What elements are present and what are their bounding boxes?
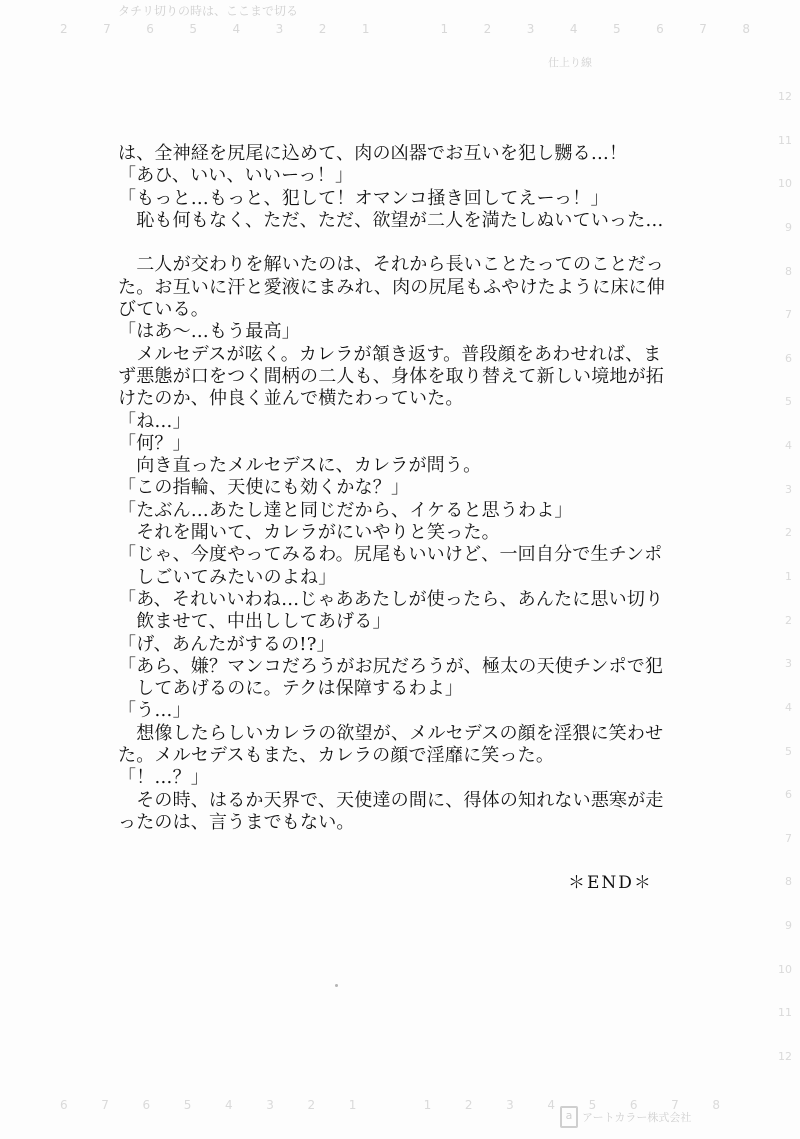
- text-line: ず悪態が口をつく間柄の二人も、身体を取り替えて新しい境地が拓: [118, 365, 664, 387]
- text-line: 「はあ～…もう最高」: [118, 321, 300, 343]
- text-line: 「う…」: [118, 700, 191, 722]
- ruler-number: 5: [612, 22, 621, 36]
- end-mark: ＊END＊: [568, 873, 653, 893]
- text-line: 飲ませて、中出ししてあげる」: [118, 611, 391, 633]
- text-line: 二人が交わりを解いたのは、それから長いことたってのことだっ: [118, 254, 664, 276]
- text-line: は、全神経を尻尾に込めて、肉の凶器でお互いを犯し嬲る…！: [118, 143, 628, 164]
- side-ruler-number: 8: [785, 875, 792, 889]
- printer-logo-icon: a: [560, 1106, 578, 1128]
- side-ruler-number: 1: [785, 570, 792, 583]
- finish-line-label: 仕上り線: [548, 56, 592, 69]
- side-ruler-number: 5: [785, 744, 792, 758]
- text-line: 「！…？」: [118, 767, 209, 789]
- ruler-number: 2: [318, 22, 327, 36]
- text-line: してあげるのに。テクは保障するわよ」: [118, 678, 464, 700]
- side-ruler-number: 4: [785, 439, 792, 453]
- text-line: 恥も何もなく、ただ、ただ、欲望が二人を満たしぬいていった…: [118, 209, 664, 231]
- text-line: 「げ、あんたがするの!?」: [118, 633, 335, 655]
- ruler-number: 7: [101, 1098, 109, 1112]
- ruler-number: 2: [464, 1098, 473, 1112]
- side-ruler-number: 6: [785, 788, 792, 802]
- side-ruler-number: 11: [778, 133, 792, 147]
- side-ruler-number: 6: [785, 351, 792, 365]
- text-line: 「この指輪、天使にも効くかな？」: [118, 477, 410, 499]
- ruler-number: 6: [629, 1098, 638, 1112]
- text-line: 「もっと…もっと、犯して！オマンコ掻き回してえーっ！」: [118, 187, 609, 209]
- text-line: メルセデスが呟く。カレラが頷き返す。普段顔をあわせれば、ま: [118, 343, 662, 365]
- ruler-number: 6: [656, 22, 664, 36]
- side-ruler-number: 3: [785, 482, 792, 496]
- trim-guide-label: タチリ切りの時は、ここまで切る: [118, 4, 299, 18]
- ruler-number: 3: [266, 1098, 274, 1112]
- ruler-number: 7: [699, 22, 707, 36]
- ruler-number: 2: [60, 22, 68, 36]
- text-line: ったのは、言うまでもない。: [118, 811, 355, 833]
- text-line: 「たぶん…あたし達と同じだから、イケると思うわよ」: [118, 499, 573, 521]
- text-line: 「ね…」: [118, 410, 191, 432]
- ruler-number: 6: [146, 22, 154, 36]
- printer-logo: [560, 1106, 691, 1128]
- ruler-number: 1: [440, 22, 449, 36]
- paper-speck: [335, 984, 338, 987]
- ruler-number: 3: [506, 1098, 514, 1112]
- text-line: それを聞いて、カレラがにいやりと笑った。: [118, 522, 500, 544]
- text-line: 想像したらしいカレラの欲望が、メルセデスの顔を淫猥に笑わせ: [118, 722, 664, 744]
- text-line: 「じゃ、今度やってみるわ。尻尾もいいけど、一回自分で生チンポ: [118, 544, 663, 566]
- ruler-number: 6: [60, 1098, 68, 1112]
- trim-guide-top: [0, 2, 800, 72]
- ruler-number: 7: [103, 22, 111, 36]
- side-ruler-number: 7: [785, 831, 792, 845]
- ruler-number: 6: [142, 1098, 151, 1112]
- ruler-number: 4: [569, 22, 578, 36]
- ruler-number: 5: [189, 22, 198, 36]
- text-line: 「あ、それいいわね…じゃああたしが使ったら、あんたに思い切り: [118, 588, 664, 610]
- side-ruler-number: 3: [785, 657, 792, 671]
- ruler-number: 4: [547, 1098, 555, 1112]
- printer-logo-text: アートカラー株式会社: [582, 1111, 692, 1124]
- ruler-number: 7: [671, 1098, 679, 1112]
- side-ruler-number: 2: [785, 526, 792, 540]
- ruler-number: 8: [742, 22, 750, 36]
- side-ruler-number: 2: [785, 613, 792, 627]
- story-text: [118, 143, 678, 834]
- ruler-number: 8: [712, 1098, 720, 1112]
- top-ruler: [60, 22, 750, 36]
- text-line: た。お互いに汗と愛液にまみれ、肉の尻尾もふやけたように床に伸: [118, 276, 666, 298]
- text-line: びている。: [118, 299, 209, 321]
- side-ruler-number: 5: [785, 395, 792, 409]
- text-line: 「何？」: [118, 432, 191, 454]
- text-line: けたのか、仲良く並んで横たわっていた。: [118, 388, 464, 410]
- text-line: 「あら、嫌？マンコだろうがお尻だろうが、極太の天使チンポで犯: [118, 655, 664, 677]
- text-line: 「あひ、いい、いいーっ！」: [118, 165, 354, 187]
- text-line: [118, 232, 678, 254]
- side-ruler-number: 9: [785, 220, 792, 234]
- ruler-number: 1: [348, 1098, 357, 1112]
- ruler-number: 4: [232, 22, 241, 36]
- ruler-number: 3: [275, 22, 284, 36]
- text-line: しごいてみたいのよね」: [118, 566, 337, 588]
- side-ruler-number: 12: [778, 1050, 792, 1063]
- ruler-number: 5: [588, 1098, 597, 1112]
- side-ruler-number: 9: [785, 919, 792, 933]
- side-ruler-number: 4: [785, 700, 792, 714]
- side-ruler-number: 10: [778, 962, 792, 976]
- ruler-number: 2: [483, 22, 492, 36]
- ruler-number: 4: [225, 1098, 233, 1112]
- side-ruler: [762, 90, 792, 1070]
- side-ruler-number: 11: [778, 1006, 792, 1020]
- text-line: その時、はるか天界で、天使達の間に、得体の知れない悪寒が走: [118, 789, 664, 811]
- side-ruler-number: 7: [785, 308, 792, 322]
- ruler-number: 1: [361, 22, 370, 36]
- side-ruler-number: 10: [778, 177, 792, 191]
- text-line: 向き直ったメルセデスに、カレラが問う。: [118, 455, 482, 477]
- ruler-number: 3: [526, 22, 535, 36]
- ruler-number: 1: [423, 1098, 432, 1112]
- ruler-number: 2: [307, 1098, 316, 1112]
- text-line: た。メルセデスもまた、カレラの顔で淫靡に笑った。: [118, 745, 555, 767]
- side-ruler-number: 8: [785, 264, 792, 278]
- ruler-number: 5: [183, 1098, 192, 1112]
- side-ruler-number: 12: [778, 90, 792, 103]
